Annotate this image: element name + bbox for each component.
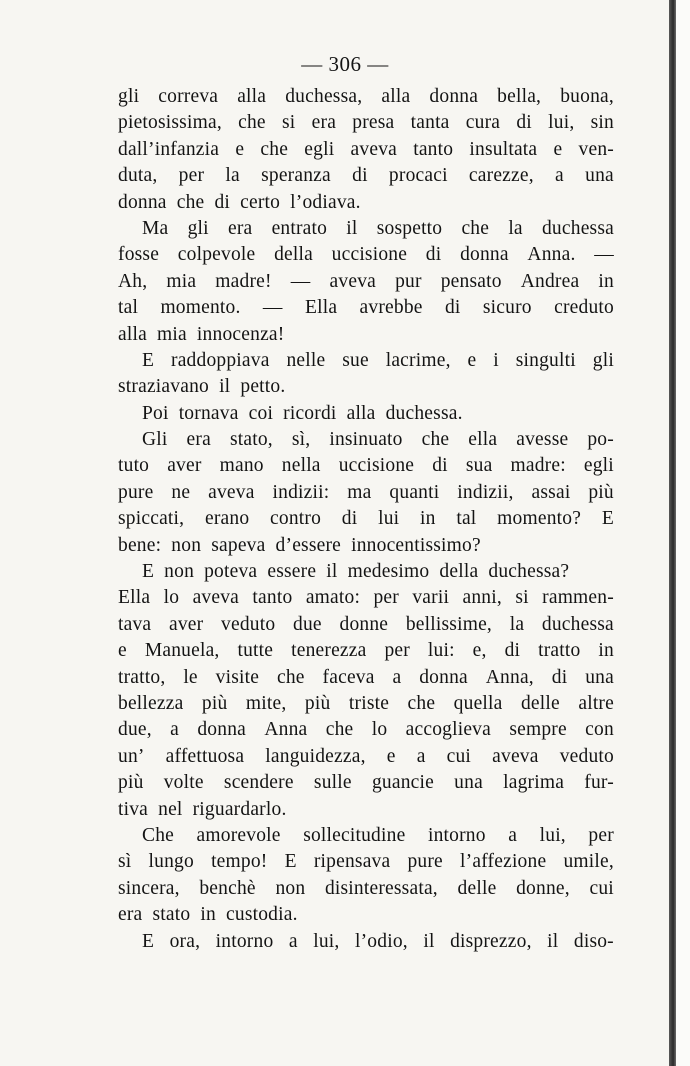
text-line: bene: non sapeva d’essere innocentissimo? — [118, 534, 481, 556]
text-line: un’ affettuosa languidezza, e a cui aveva veduto — [118, 745, 614, 767]
page-number: — 306 — — [301, 52, 389, 76]
text-line: bellezza più mite, più triste che quella delle altre — [118, 692, 614, 714]
text-line: pietosissima, che si era presa tanta cura di lui, sin — [118, 112, 614, 134]
text-line: spiccati, erano contro di lui in tal momento? E — [118, 508, 614, 530]
text-line: era stato in custodia. — [118, 904, 298, 926]
text-line: sì lungo tempo! E ripensava pure l’affezione umile, — [118, 851, 614, 873]
text-line: E ora, intorno a lui, l’odio, il disprezzo, il diso- — [142, 930, 614, 952]
page-body-text — [118, 84, 614, 955]
text-line: pure ne aveva indizii: ma quanti indizii, assai più — [118, 481, 614, 503]
text-line: straziavano il petto. — [118, 376, 286, 398]
text-line: Che amorevole sollecitudine intorno a lui, per — [142, 824, 614, 846]
text-line: Ella lo aveva tanto amato: per varii anni, si rammen- — [118, 587, 614, 609]
text-line: due, a donna Anna che lo accoglieva sempre con — [118, 719, 614, 741]
text-line: tiva nel riguardarlo. — [118, 798, 287, 820]
text-line: e Manuela, tutte tenerezza per lui: e, di tratto in — [118, 640, 614, 662]
text-line: tava aver veduto due donne bellissime, la duchessa — [118, 613, 614, 635]
text-line: gli correva alla duchessa, alla donna bella, buona, — [118, 86, 614, 107]
text-line: E non poteva essere il medesimo della duchessa? — [142, 561, 570, 583]
text-line: Gli era stato, sì, insinuato che ella avesse po- — [142, 429, 614, 451]
text-line: duta, per la speranza di procaci carezze, a una — [118, 165, 614, 187]
text-line: Ah, mia madre! — aveva pur pensato Andrea in — [118, 270, 614, 292]
book-spine-shadow — [669, 0, 676, 1066]
text-line: Ma gli era entrato il sospetto che la duchessa — [142, 217, 614, 239]
text-line: sincera, benchè non disinteressata, delle donne, cui — [118, 877, 614, 899]
text-line: più volte scendere sulle guancie una lagrima fur- — [118, 772, 614, 794]
text-line: alla mia innocenza! — [118, 323, 285, 345]
page-margin-edge — [676, 0, 690, 1066]
text-line: tal momento. — Ella avrebbe di sicuro creduto — [118, 297, 614, 319]
text-line: E raddoppiava nelle sue lacrime, e i singulti gli — [142, 349, 614, 371]
text-line: donna che di certo l’odiava. — [118, 191, 361, 213]
text-line: dall’infanzia e che egli aveva tanto insultata e ven- — [118, 138, 614, 160]
text-line: tuto aver mano nella uccisione di sua madre: egli — [118, 455, 614, 477]
text-line: tratto, le visite che faceva a donna Anna, di una — [118, 666, 614, 688]
text-line: Poi tornava coi ricordi alla duchessa. — [142, 402, 463, 424]
text-line: fosse colpevole della uccisione di donna Anna. — — [118, 244, 614, 266]
